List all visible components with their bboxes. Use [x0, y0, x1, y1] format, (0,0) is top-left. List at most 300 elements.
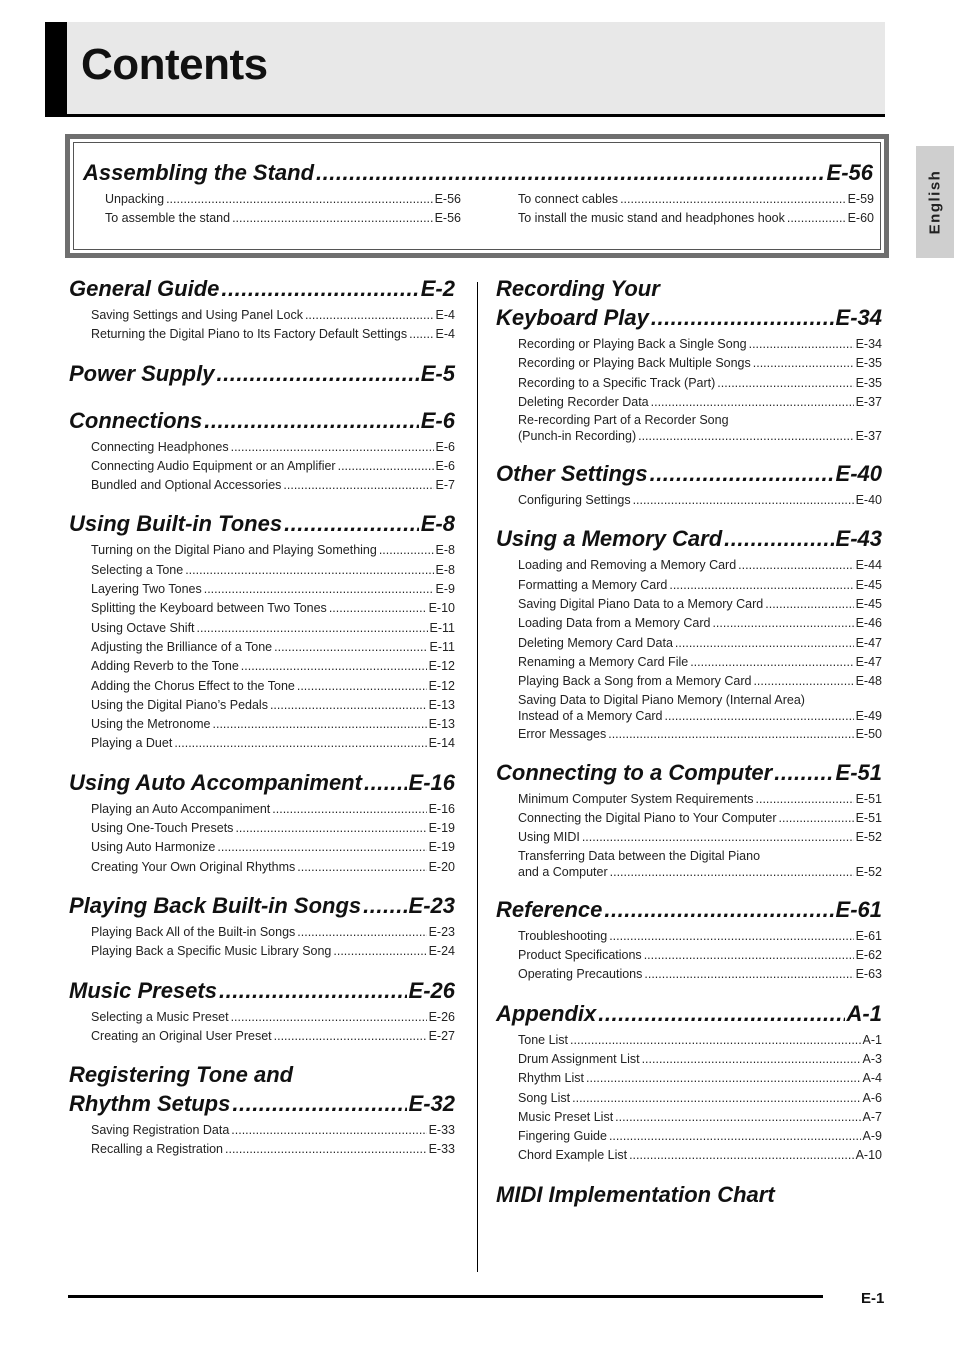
toc-entry[interactable] [91, 800, 455, 819]
entry-page: E-52 [855, 864, 882, 879]
toc-entry[interactable] [518, 190, 874, 209]
dot-leader [604, 895, 833, 924]
section-entries [91, 1008, 455, 1047]
section-title: General Guide [69, 276, 220, 301]
dot-leader [651, 393, 854, 412]
toc-entry[interactable] [91, 619, 455, 638]
section-page: E-8 [420, 511, 455, 537]
section-entries [518, 927, 882, 985]
entry-page: A-7 [862, 1109, 882, 1124]
dot-leader [644, 946, 854, 965]
entry-label: Playing Back a Song from a Memory Card [518, 674, 752, 689]
section-entries [91, 923, 455, 962]
page-title: Contents [81, 40, 268, 89]
entry-page: E-49 [855, 708, 882, 723]
section-entries [91, 800, 455, 877]
page-number: E-1 [861, 1290, 885, 1307]
toc-entry[interactable] [518, 1031, 882, 1050]
toc-entry[interactable] [91, 715, 455, 734]
entry-label: Error Messages [518, 726, 607, 741]
dot-leader [316, 158, 824, 187]
entry-label: To install the music stand and headphones hook [518, 211, 785, 226]
toc-entry[interactable] [518, 374, 882, 393]
dot-leader [231, 438, 434, 457]
dot-leader [638, 428, 853, 445]
entry-label: Playing Back a Specific Music Library Song [91, 944, 332, 959]
toc-entry[interactable] [91, 677, 455, 696]
toc-entry[interactable] [518, 1146, 882, 1165]
toc-entry[interactable] [91, 858, 455, 877]
entry-page: E-6 [435, 439, 455, 454]
entry-page: E-45 [855, 577, 882, 592]
dot-leader [270, 696, 427, 715]
entry-page: A-6 [862, 1090, 882, 1105]
dot-leader [166, 190, 433, 209]
section-entries [518, 1031, 882, 1166]
entry-page: E-44 [855, 558, 882, 573]
entry-page: A-9 [862, 1129, 882, 1144]
entry-page: E-9 [435, 582, 455, 597]
toc-entry[interactable] [518, 576, 882, 595]
entry-page: E-11 [429, 639, 455, 654]
entry-page: E-35 [855, 356, 882, 371]
dot-leader [297, 858, 426, 877]
toc-section [69, 768, 455, 877]
section-entries [91, 1121, 455, 1160]
dot-leader [610, 864, 854, 881]
dot-leader [185, 561, 433, 580]
dot-leader [598, 999, 844, 1028]
entry-label: Playing Back All of the Built-in Songs [91, 924, 296, 939]
entry-page: E-4 [435, 308, 455, 322]
dot-leader [582, 828, 854, 847]
entry-page: E-10 [428, 601, 455, 616]
entry-page: E-14 [428, 736, 455, 751]
header-accent-bar [45, 22, 67, 114]
entry-label: Tone List [518, 1032, 569, 1047]
toc-entry[interactable] [91, 457, 455, 476]
entry-label: Using the Digital Piano’s Pedals [91, 697, 268, 712]
toc-entry[interactable] [91, 1121, 455, 1140]
section-page: E-5 [420, 360, 455, 386]
entry-page: E-51 [855, 791, 882, 806]
dot-leader [297, 677, 427, 696]
toc-entry[interactable] [91, 541, 455, 560]
dot-leader [333, 942, 426, 961]
language-tab-label: English [926, 169, 944, 235]
dot-leader [586, 1069, 861, 1088]
toc-entry[interactable] [518, 393, 882, 412]
dot-leader [232, 1089, 406, 1118]
entry-page: A-4 [862, 1071, 882, 1086]
entry-label: Layering Two Tones [91, 582, 202, 597]
toc-entry[interactable] [518, 491, 882, 510]
entry-page: E-13 [428, 697, 455, 712]
dot-leader [642, 1050, 861, 1069]
dot-leader [235, 819, 426, 838]
entry-label: Fingering Guide [518, 1129, 607, 1144]
section-page: E-32 [408, 1091, 455, 1117]
dot-leader [216, 359, 418, 388]
toc-section-heading[interactable] [69, 768, 455, 797]
entry-label: Configuring Settings [518, 493, 631, 508]
toc-section [69, 976, 455, 1047]
section-page: E-51 [835, 759, 882, 785]
toc-right-column [496, 274, 882, 1227]
entry-label: To connect cables [518, 192, 619, 206]
entry-page: A-1 [862, 1032, 882, 1047]
toc-entry[interactable] [518, 708, 882, 725]
toc-entry[interactable] [518, 614, 882, 633]
toc-entry[interactable] [91, 942, 455, 961]
dot-leader [241, 657, 427, 676]
toc-entry[interactable] [518, 653, 882, 672]
entry-page: E-33 [428, 1123, 455, 1138]
entry-label: Selecting a Tone [91, 562, 184, 577]
entry-label: Drum Assignment List [518, 1051, 640, 1066]
toc-entry[interactable] [518, 965, 882, 984]
toc-left-column [69, 274, 455, 1174]
toc-entry[interactable] [518, 864, 882, 881]
entry-page: E-34 [855, 337, 882, 351]
toc-section-heading[interactable] [496, 303, 882, 332]
entry-label: Adjusting the Brilliance of a Tone [91, 639, 273, 654]
section-entries [518, 556, 882, 743]
section-title: Appendix [496, 1000, 597, 1026]
toc-entry[interactable] [91, 1140, 455, 1159]
dot-leader [274, 638, 427, 657]
entry-label: Connecting Audio Equipment or an Amplifier [91, 458, 336, 473]
dot-leader [608, 725, 853, 744]
dot-leader [364, 768, 407, 797]
dot-leader [629, 1146, 854, 1165]
toc-section [496, 999, 882, 1166]
toc-entry[interactable] [91, 657, 455, 676]
dot-leader [232, 209, 433, 228]
entry-page: E-40 [855, 493, 882, 508]
toc-entry[interactable] [518, 1127, 882, 1146]
entry-label: Turning on the Digital Piano and Playing Something [91, 543, 377, 558]
section-title: Playing Back Built-in Songs [69, 892, 362, 918]
toc-entry[interactable] [518, 1069, 882, 1088]
entry-label: Operating Precautions [518, 967, 643, 982]
section-title: Power Supply [69, 360, 215, 386]
dot-leader [174, 734, 426, 753]
entry-page: E-26 [428, 1009, 455, 1024]
entry-page: E-45 [855, 597, 882, 612]
entry-page: E-8 [435, 543, 455, 558]
entry-page: E-33 [428, 1142, 455, 1157]
toc-entry[interactable] [518, 634, 882, 653]
section-page: E-40 [835, 461, 882, 487]
dot-leader [283, 476, 433, 495]
entry-label: Loading Data from a Memory Card [518, 616, 711, 631]
entry-label: Connecting Headphones [91, 439, 229, 454]
entry-page: E-24 [428, 944, 455, 959]
language-tab [916, 146, 954, 258]
dot-leader [620, 190, 846, 209]
toc-entry[interactable] [91, 838, 455, 857]
toc-entry[interactable] [91, 325, 455, 344]
toc-entry[interactable] [518, 927, 882, 946]
toc-entry[interactable] [91, 696, 455, 715]
section-entries [518, 790, 882, 881]
dot-leader [274, 1027, 427, 1046]
dot-leader [650, 459, 834, 488]
entry-label: Playing a Duet [91, 736, 173, 751]
dot-leader [338, 457, 434, 476]
toc-section-heading[interactable] [69, 1089, 455, 1118]
dot-leader [609, 1127, 861, 1146]
dot-leader [204, 406, 419, 435]
toc-entry[interactable] [91, 306, 455, 325]
entry-label: Using MIDI [518, 830, 580, 845]
section-title: Reference [496, 896, 603, 922]
entry-label: Using Octave Shift [91, 620, 195, 635]
entry-page: E-60 [847, 211, 874, 226]
section-title: Rhythm Setups [69, 1091, 231, 1117]
entry-page: E-56 [434, 192, 461, 206]
dot-leader [225, 1140, 427, 1159]
dot-leader [609, 927, 853, 946]
toc-section [496, 1180, 882, 1209]
entry-label: Deleting Memory Card Data [518, 635, 673, 650]
entry-page: E-61 [855, 928, 882, 943]
toc-section-heading[interactable] [496, 459, 882, 488]
entry-label: To assemble the stand [105, 211, 231, 226]
dot-leader [231, 1121, 426, 1140]
entry-label: Rhythm List [518, 1071, 584, 1086]
section-entries [91, 306, 455, 345]
section-page: E-34 [835, 305, 882, 330]
toc-section-heading[interactable] [69, 274, 455, 303]
toc-entry[interactable] [91, 638, 455, 657]
toc-entry[interactable] [91, 561, 455, 580]
section-title: Assembling the Stand [83, 160, 315, 185]
entry-page: E-51 [855, 811, 882, 826]
toc-entry[interactable] [105, 209, 461, 228]
dot-leader [738, 556, 853, 575]
entry-page: E-52 [855, 830, 882, 845]
toc-entry[interactable] [518, 946, 882, 965]
entry-label: Instead of a Memory Card [518, 708, 663, 723]
section-page: E-26 [408, 977, 455, 1003]
entry-page: A-10 [855, 1148, 882, 1163]
entry-page: E-13 [428, 717, 455, 732]
entry-page: E-7 [435, 478, 455, 493]
entry-label: Playing an Auto Accompaniment [91, 801, 271, 816]
toc-section-heading[interactable] [496, 895, 882, 924]
dot-leader [284, 509, 419, 538]
dot-leader [717, 374, 853, 393]
entry-label: Recording or Playing Back a Single Song [518, 337, 747, 351]
entry-label: Creating Your Own Original Rhythms [91, 859, 296, 874]
dot-leader [712, 614, 853, 633]
toc-entry[interactable] [91, 599, 455, 618]
section-title: Connections [69, 407, 203, 433]
dot-leader [297, 923, 426, 942]
dot-leader [204, 580, 434, 599]
section-title: Using a Memory Card [496, 526, 723, 552]
entry-label: Splitting the Keyboard between Two Tones [91, 601, 327, 616]
entry-page: E-12 [428, 678, 455, 693]
toc-entry[interactable] [518, 790, 882, 809]
toc-entry[interactable] [91, 734, 455, 753]
dot-leader [787, 209, 846, 228]
toc-entry[interactable] [518, 556, 882, 575]
section-page: E-43 [835, 526, 882, 552]
dot-leader [409, 325, 433, 344]
dot-leader [669, 576, 853, 595]
dot-leader [651, 303, 834, 332]
toc-entry[interactable] [91, 476, 455, 495]
section-entries [518, 335, 882, 445]
entry-label: Product Specifications [518, 948, 642, 963]
dot-leader [217, 838, 426, 857]
toc-section-heading[interactable] [496, 524, 882, 553]
toc-section-heading[interactable] [69, 359, 455, 388]
toc-entry[interactable] [91, 580, 455, 599]
entry-page: E-56 [434, 211, 461, 226]
toc-section [69, 274, 455, 345]
entry-label: Selecting a Music Preset [91, 1009, 229, 1024]
section-page: E-56 [826, 160, 873, 185]
entry-page: E-19 [428, 821, 455, 836]
page-header [45, 22, 885, 117]
toc-section-heading[interactable] [496, 999, 882, 1028]
entry-label: Renaming a Memory Card File [518, 654, 689, 669]
toc-entry[interactable] [91, 923, 455, 942]
entry-label: Saving Registration Data [91, 1123, 230, 1138]
dot-leader [753, 354, 854, 373]
toc-entry[interactable] [518, 335, 882, 354]
toc-section [69, 406, 455, 496]
dot-leader [213, 715, 427, 734]
section-page: A-1 [846, 1000, 882, 1026]
entry-label-line[interactable]: Saving Data to Digital Piano Memory (Internal Area) [518, 692, 805, 707]
toc-section [69, 509, 455, 753]
entry-label: Bundled and Optional Accessories [91, 478, 282, 493]
toc-section [496, 459, 882, 510]
toc-entry[interactable] [91, 1027, 455, 1046]
entry-label: Using the Metronome [91, 717, 211, 732]
toc-entry[interactable] [518, 428, 882, 445]
entry-page: E-6 [435, 458, 455, 473]
toc-entry[interactable] [518, 809, 882, 828]
toc-entry[interactable] [518, 209, 874, 228]
entry-page: E-35 [855, 375, 882, 390]
dot-leader [305, 306, 434, 325]
toc-section [69, 891, 455, 962]
dot-leader [219, 976, 407, 1005]
toc-entry[interactable] [91, 438, 455, 457]
entry-page: E-8 [435, 562, 455, 577]
section-page: E-61 [835, 896, 882, 922]
dot-leader [774, 758, 833, 787]
toc-section-heading[interactable] [69, 976, 455, 1005]
box-right-column [518, 190, 874, 229]
toc-entry[interactable] [91, 819, 455, 838]
toc-entry[interactable] [105, 190, 461, 209]
toc-entry[interactable] [518, 595, 882, 614]
entry-label: Recalling a Registration [91, 1142, 224, 1157]
entry-label: Formatting a Memory Card [518, 577, 668, 592]
dot-leader [753, 672, 853, 691]
entry-label: Using Auto Harmonize [91, 840, 216, 855]
dot-leader [570, 1031, 861, 1050]
entry-label-line[interactable]: Re-recording Part of a Recorder Song [518, 413, 729, 428]
toc-entry[interactable] [518, 1089, 882, 1108]
entry-label: Minimum Computer System Requirements [518, 791, 754, 806]
section-title: Other Settings [496, 461, 648, 487]
section-page: E-6 [420, 407, 455, 433]
section-page: E-23 [408, 892, 455, 918]
entry-page: E-46 [855, 616, 882, 631]
entry-label: Unpacking [105, 192, 165, 206]
dot-leader [197, 619, 428, 638]
box-left-column [105, 190, 461, 229]
toc-entry[interactable] [518, 725, 882, 744]
section-title-line[interactable]: Recording Your [496, 276, 660, 301]
entry-label-line[interactable]: Transferring Data between the Digital Piano [518, 848, 761, 863]
dot-leader [221, 274, 418, 303]
section-entries [91, 438, 455, 496]
entry-page: E-19 [428, 840, 455, 855]
toc-entry[interactable] [518, 828, 882, 847]
entry-page: A-3 [862, 1051, 882, 1066]
toc-section-heading[interactable] [83, 158, 873, 187]
entry-label: Recording or Playing Back Multiple Songs [518, 356, 751, 371]
dot-leader [633, 491, 854, 510]
dot-leader [724, 524, 833, 553]
entry-label: Connecting the Digital Piano to Your Computer [518, 811, 777, 826]
dot-leader [572, 1089, 860, 1108]
toc-section-heading[interactable]: MIDI Implementation Chart [496, 1181, 775, 1207]
toc-entry[interactable] [518, 354, 882, 373]
toc-section [496, 895, 882, 985]
section-page: E-2 [420, 276, 455, 301]
toc-entry[interactable] [518, 1050, 882, 1069]
toc-section [496, 758, 882, 881]
dot-leader [690, 653, 853, 672]
entry-page: E-59 [847, 192, 874, 206]
toc-entry[interactable] [91, 1008, 455, 1027]
entry-label: Recording to a Specific Track (Part) [518, 375, 716, 390]
entry-label: Saving Settings and Using Panel Lock [91, 308, 303, 322]
dot-leader [644, 965, 853, 984]
entry-label: Creating an Original User Preset [91, 1028, 272, 1043]
entry-page: E-50 [855, 726, 882, 741]
toc-section-heading[interactable] [69, 406, 455, 435]
section-title: Keyboard Play [496, 305, 649, 330]
toc-entry[interactable] [518, 1108, 882, 1127]
dot-leader [779, 809, 854, 828]
entry-page: E-20 [428, 859, 455, 874]
entry-label: (Punch-in Recording) [518, 429, 637, 444]
toc-section [69, 1060, 455, 1160]
entry-page: E-47 [855, 654, 882, 669]
toc-entry[interactable] [518, 672, 882, 691]
toc-section-heading[interactable] [69, 509, 455, 538]
entry-page: E-48 [855, 674, 882, 689]
dot-leader [756, 790, 854, 809]
toc-section-heading[interactable] [496, 758, 882, 787]
dot-leader [363, 891, 406, 920]
toc-section-heading[interactable] [69, 891, 455, 920]
section-title-line[interactable]: Registering Tone and [69, 1062, 294, 1088]
section-page: E-16 [408, 769, 455, 795]
dot-leader [749, 335, 854, 354]
